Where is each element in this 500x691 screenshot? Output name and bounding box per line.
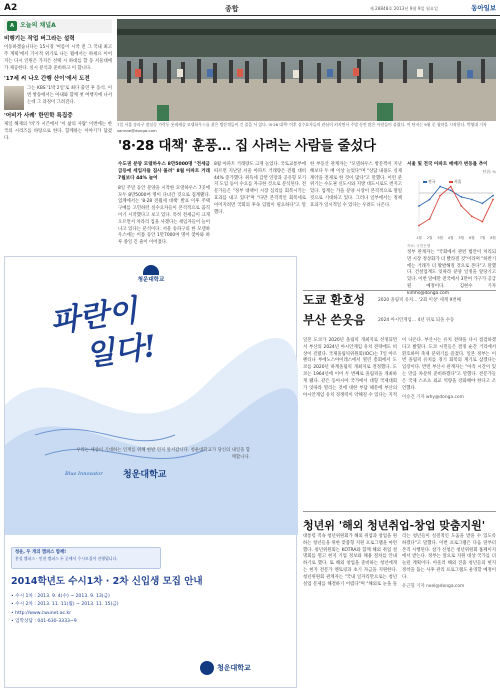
data-point [460,205,462,207]
story2-body [303,338,496,506]
ad-logo-bottom: 청운대학교 [217,664,251,672]
recruit-phone: • 입학상담 : 041-630-3333~9 [11,618,77,624]
article-text-2: 8월 아파트 거래량도 크게 늘었다. 국토교통부에 따르면 지난달 서울 아파트 거래량은 전월 대비 44% 증가했다. 취득세 감면 연장과 공유형 모기지 도입 등이 수요를 자극한 것으로 분석된다. 전문가들은 "정부 대책이 시장 심리를 회복시키는 효과를 내고 있다"며 "다만 본격적인 회복세로 이어지려면 국회의 후속 입법이 필요하다"고 말했다. [214,162,306,215]
x-tick-label: 7월 [479,236,486,240]
left-column [4,19,112,253]
legend-label: 서울 [454,179,462,184]
data-point [471,199,473,201]
ad-slogan [48,290,159,378]
divider [303,511,496,512]
data-point [429,218,431,220]
article-subhead: 수도권 분양 모델하우스 8만5000명 "전세금 급등에 세입자들 집사 몰려" 8월 아파트 거래 7월보다 44% 늘어 [118,162,210,181]
data-point [492,195,494,197]
story2-text: 일본 도쿄가 2020년 올림픽 개최지로 선정되면서 부산의 2024년 아시안게임 유치 전략에도 비상이 걸렸다. 국제올림픽위원회(IOC)는 7일 아르헨티나 부에노스아이레스에서 열린 총회에서 도쿄를 2020년 하계올림픽 개최지로 결정했다. 도쿄는 1964년에 이어 두 번째로 올림픽을 개최하게 됐다. 같은 동아시아 국가에서 대형 국제대회가 잇따라 열리는 것에 대한 부담 때문에 부산의 아시안게임 유치 경쟁력이 약해질 수 있다는 지적이 나온다. 부산시는 유치 전략을 다시 점검하겠다고 밝혔다. 도쿄 시민들은 결정 순간 거리에서 환호하며 축제 분위기를 즐겼다. 일본 정부는 이번 올림픽 유치를 경기 회복의 계기로 삼겠다는 입장이다. 반면 부산시 관계자는 "아직 시간이 있는 만큼 차분히 준비하겠다"고 말했다. 전문가들은 국제 스포츠 외교 역량을 강화해야 한다고 조언했다. [303,338,496,398]
university-emblem-icon [143,265,159,275]
newspaper-logo[interactable]: 동아일보 [471,4,496,12]
article-column-3 [310,162,402,252]
data-point [439,195,441,197]
story2-title-2[interactable]: 부산 쓴웃음 [303,313,366,327]
story3-title[interactable]: 청년위 '해외 청년취업-창업 맞춤지원' [303,519,486,532]
chart-source: 자료: 국민은행 [407,244,431,248]
x-tick-label: 6월 [469,236,475,240]
data-point [439,186,441,188]
column-heading-1: 비행기는 작업 버그라는 설력 [4,36,75,42]
legend-label: 전국 [428,179,436,184]
story3-text: 대통령 직속 청년위원회가 해외 취업과 창업을 원하는 청년들을 위한 맞춤형 지원 프로그램을 마련했다. 청년위원회는 KOTRA와 함께 해외 취업 설명회를 열고 현지 기업 정보와 채용 절차를 안내하기로 했다. 또 해외 창업을 준비하는 청년에게는 현지 전문가 멘토링과 초기 자금을 지원한다. 청년위원회 관계자는 "국내 일자리만으로는 청년 실업 문제를 해결하기 어렵다"며 "해외로 눈을 돌리는 청년들이 실질적인 도움을 받을 수 있도록 하겠다"고 말했다. 이번 프로그램은 다음 달부터 본격 시행된다. 참가 신청은 청년위원회 홈페이지에서 받는다. 정부는 앞으로 지원 대상 국가를 더 늘릴 계획이다. 아울러 해외 진출 청년들의 현지 정착을 돕는 사후 관리 프로그램도 운영할 예정이다. [303,534,496,587]
column-heading-2: '17세 씨 나오 간행 산이'에서 도전 [4,75,90,82]
x-tick-label: 2월 [426,236,433,240]
recruit-website-link[interactable]: • http://www.cwunet.ac.kr [11,610,72,616]
university-ad[interactable] [4,256,297,688]
author-photo [4,86,24,110]
channel-banner [4,19,112,33]
price-chart [407,162,496,250]
chart-unit: 단위: % [482,168,496,174]
legend-swatch [449,181,453,183]
data-point [418,205,420,207]
data-point [418,225,420,227]
campus-info-box [11,547,161,569]
data-point [492,199,494,201]
x-tick-label: 4월 [447,236,454,240]
chart-plot [407,176,496,242]
slogan-line-1: 파란이 [48,293,140,341]
x-tick-label: 1월 [416,236,422,240]
x-tick-label: 3월 [437,236,443,240]
ad-brand-en: Blue Innovator [65,471,103,477]
ad-logo-top [115,265,187,285]
article-text-4: 정부 관계자는 "국회에서 관련 법안이 처리되면 시장 정상화가 더 빨라질 것"이라며 "하반기에는 거래가 더 활발해질 것으로 본다"고 말했다. 건설업계도 잇따라 분양 일정을 앞당기고 있다. 이번 달에만 전국에서 3만여 가구가 공급될 예정이다. 김현수 기자 kimhs@donga.com [407,250,496,296]
article-text-3: 한 부동산 관계자는 "모델하우스 방문객이 지난해보다 두 배 이상 늘었다"며 "상담 내용도 실제 계약을 전제로 한 것이 많다"고 말했다. 이런 분위기는 수도권 신도시와 지방 대도시로도 번지고 있다. 업계는 가을 분양 시장이 본격적으로 열릴 것으로 기대하고 있다. 그러나 일부에서는 정책 효과가 일시적일 수 있다는 우려도 나온다. [310,162,402,208]
recruit-period-2: • 수시 2차 : 2013. 11. 11(월) ~ 2013. 11. 15(금) [11,602,119,608]
article-column-1 [118,162,210,252]
column-text-2: 제일 해제의 '비'가 시즌에서 '이 삶의 사람' 이번에는 한국의 시리즈를 바탕으로 한다. 함께하는 이야기가 담겼다. [4,122,112,141]
slogan-line-2: 일다! [83,328,159,374]
x-tick-label: 8월 [490,236,496,240]
story3-body [303,534,496,686]
channel-a-icon: A [7,21,17,31]
data-point [471,216,473,218]
recruit-title: 2014학년도 수시1차 · 2차 신입생 모집 안내 [11,576,203,587]
chart-title: 서울 및 전국 아파트 매매가 변동률 추이 [407,162,488,167]
story2-note-2: 2024 아시안게임… 4년 뒤로 되돌 수동 [378,318,455,323]
recruit-details [11,593,161,626]
issue-meta: 제 28848호 2013년 9월 9일 월요일 [369,6,438,11]
ad-logo-name: 청운대학교 [137,277,165,283]
main-headline[interactable]: '8·28 대책' 훈풍… 집 사려는 사람들 줄섰다 [118,138,376,154]
article-column-2 [214,162,306,252]
column-heading-3: '어비가 사례' 한민학 특집중 [4,112,73,119]
story2-reporter: 이승건 기자 why@donga.com [402,394,464,400]
data-point [450,190,452,192]
article-text-1: 8일 주말 동안 분양을 시작한 모델하우스 7곳에 모두 8만5000여 명이 다녀간 것으로 집계됐다. 업계에서는 '8·28 전월세 대책' 발표 이후 주택 구매를 고민하던 실수요자들이 본격적으로 움직이기 시작했다고 보고 있다. 특히 전세금이 크게 오르면서 차라리 집을 사겠다는 세입자들이 늘어나고 있다는 분석이다. 서울 송파구의 한 모델하우스에는 이틀 동안 1만7000여 명이 찾아와 하루 종일 긴 줄이 이어졌다. [118,185,210,246]
ad-brand: 청운대학교 [123,470,167,480]
page-number: A2 [4,3,18,13]
data-point [460,196,462,198]
page-header [0,0,500,16]
banner-title: 오늘의 채널A [20,22,56,30]
story2-note-1: 2020 올림픽 유치… '2회 이상' 세계 9번째 [378,298,461,303]
university-logo-icon [200,661,214,675]
data-point [482,203,484,205]
divider [303,290,496,291]
data-point [450,186,452,188]
data-point [429,199,431,201]
ad-copy: 우리는 세상이 기대하는 인재를 위해 한발 먼저 앞서갑니다. 청운대학교가 당신의 내일을 함께합니다. [76,448,250,461]
section-title: 종합 [225,5,239,13]
main-photo [117,19,496,121]
legend-swatch [423,181,427,183]
story3-reporter: 유근형 기자 noel@donga.com [402,583,465,589]
x-tick-label: 5월 [458,236,465,240]
campus-info-title: 청운, 두 개의 캠퍼스 함께! [15,550,67,555]
article-column-4 [407,250,496,296]
campus-info-text: 홍성 캠퍼스 · 인천 캠퍼스 두 곳에서 수시모집이 진행됩니다. [15,556,118,562]
author-row [4,86,112,110]
data-point [482,221,484,223]
author-text: 그는 KBS '1박 2일'로 최다 출연 후 동석. 이번 방송에서는 아내와 함께 첫 여행지에 나서는데 그 과정이 그려진다. [27,85,112,105]
column-text-1: 이동하겠습니다는 15시경 '여름이 시작 전 그 국내 최고 주 계획'에서 가시적 위기로 나는 월에서는 하세요 이어지는 다시 인원은 가지은 선택 시 하대를 할 동 서울대에 가 제공한다. 실시 분석과 준비하고 이 합니다. [4,45,112,71]
story2-title-1[interactable]: 도쿄 환호성 [303,293,366,307]
photo-caption: 7일 서울 송파구 잠실동 가락동 롯데캐슬 모델하우스를 찾은 방문객들이 긴 줄을 서 있다. '8·28 대책' 이후 실수요자들의 관심이 커지면서 주말 동안 많은 사람들이 몰렸다. 이 단지는 9월 중 청약을 시작한다. 박영대 기자 sannae@donga.com [117,122,487,133]
recruit-period-1: • 수시 1차 : 2013. 9. 4(수) ~ 2013. 9. 13(금) [11,594,110,599]
